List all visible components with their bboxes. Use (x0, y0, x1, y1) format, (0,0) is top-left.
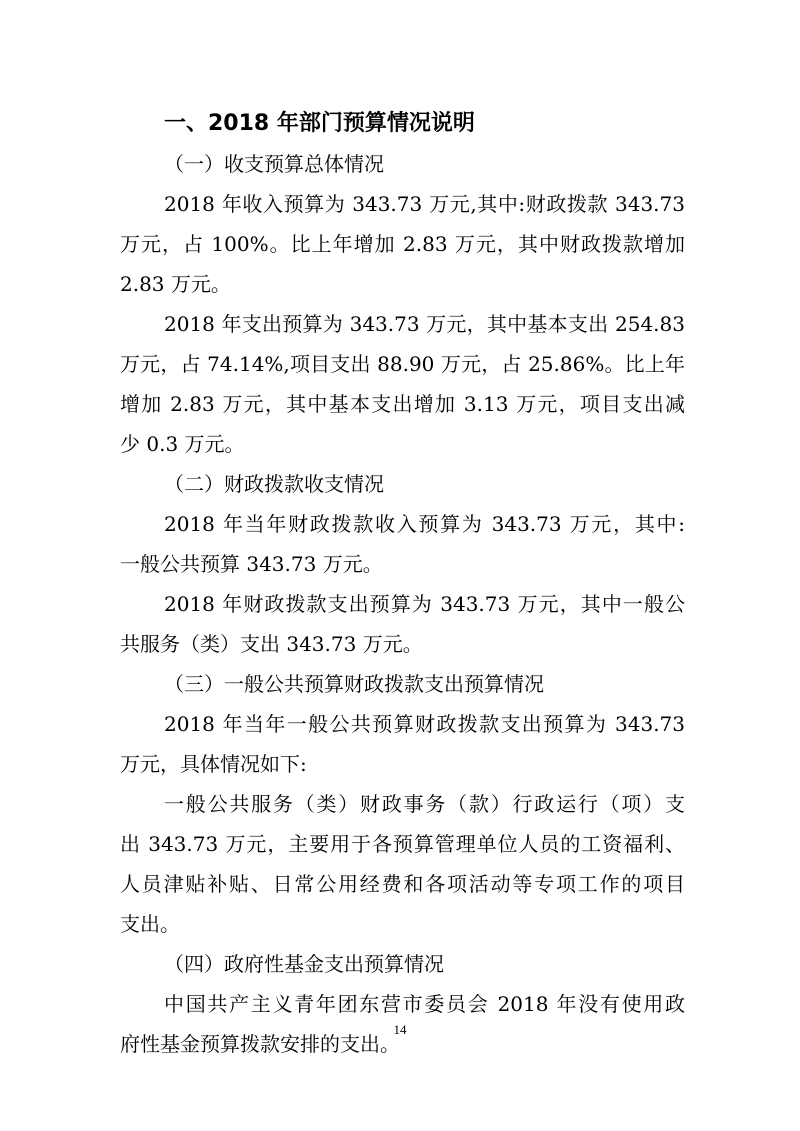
main-heading: 一、2018 年部门预算情况说明 (164, 111, 475, 136)
paragraph (120, 184, 685, 304)
paragraph-line: 2018 年当年财政拨款收入预算为 343.73 万元，其中: (164, 512, 685, 536)
paragraph-line: 共服务（类）支出 343.73 万元。 (120, 632, 423, 656)
paragraph-line: 万元，占 100%。比上年增加 2.83 万元，其中财政拨款增加 (120, 232, 685, 256)
paragraph-line: 少 0.3 万元。 (120, 432, 245, 456)
paragraph (120, 784, 685, 944)
paragraph (120, 504, 685, 584)
section-heading: （四）政府性基金支出预算情况 (164, 952, 444, 976)
paragraph-line: 一般公共服务（类）财政事务（款）行政运行（项）支 (164, 792, 685, 816)
paragraph (120, 704, 685, 784)
section-heading: （一）收支预算总体情况 (164, 152, 384, 176)
paragraph-line: 2018 年财政拨款支出预算为 343.73 万元，其中一般公 (164, 592, 685, 616)
paragraph-line: 府性基金预算拨款安排的支出。 (120, 1032, 400, 1056)
paragraph-line: 2018 年收入预算为 343.73 万元,其中:财政拨款 343.73 (164, 192, 685, 216)
paragraph-line: 增加 2.83 万元，其中基本支出增加 3.13 万元，项目支出减 (120, 392, 685, 416)
paragraph-line: 支出。 (120, 912, 180, 936)
paragraph-line: 万元，具体情况如下: (120, 752, 307, 776)
paragraph-line: 一般公共预算 343.73 万元。 (120, 552, 383, 576)
paragraph-line: 出 343.73 万元，主要用于各预算管理单位人员的工资福利、 (120, 832, 685, 856)
paragraph-line: 2018 年支出预算为 343.73 万元，其中基本支出 254.83 (164, 312, 685, 336)
section-heading: （三）一般公共预算财政拨款支出预算情况 (164, 672, 544, 696)
paragraph-line: 2018 年当年一般公共预算财政拨款支出预算为 343.73 (164, 712, 685, 736)
document-body (120, 104, 685, 1064)
paragraph-line: 2.83 万元。 (120, 272, 231, 296)
paragraph-line: 万元，占 74.14%,项目支出 88.90 万元，占 25.86%。比上年 (120, 352, 685, 376)
sections-container (120, 144, 685, 1064)
paragraph (120, 304, 685, 464)
paragraph-line: 中国共产主义青年团东营市委员会 2018 年没有使用政 (164, 992, 685, 1016)
section-heading: （二）财政拨款收支情况 (164, 472, 384, 496)
paragraph (120, 584, 685, 664)
paragraph-line: 人员津贴补贴、日常公用经费和各项活动等专项工作的项目 (120, 872, 685, 896)
page-number: 14 (393, 1022, 407, 1037)
